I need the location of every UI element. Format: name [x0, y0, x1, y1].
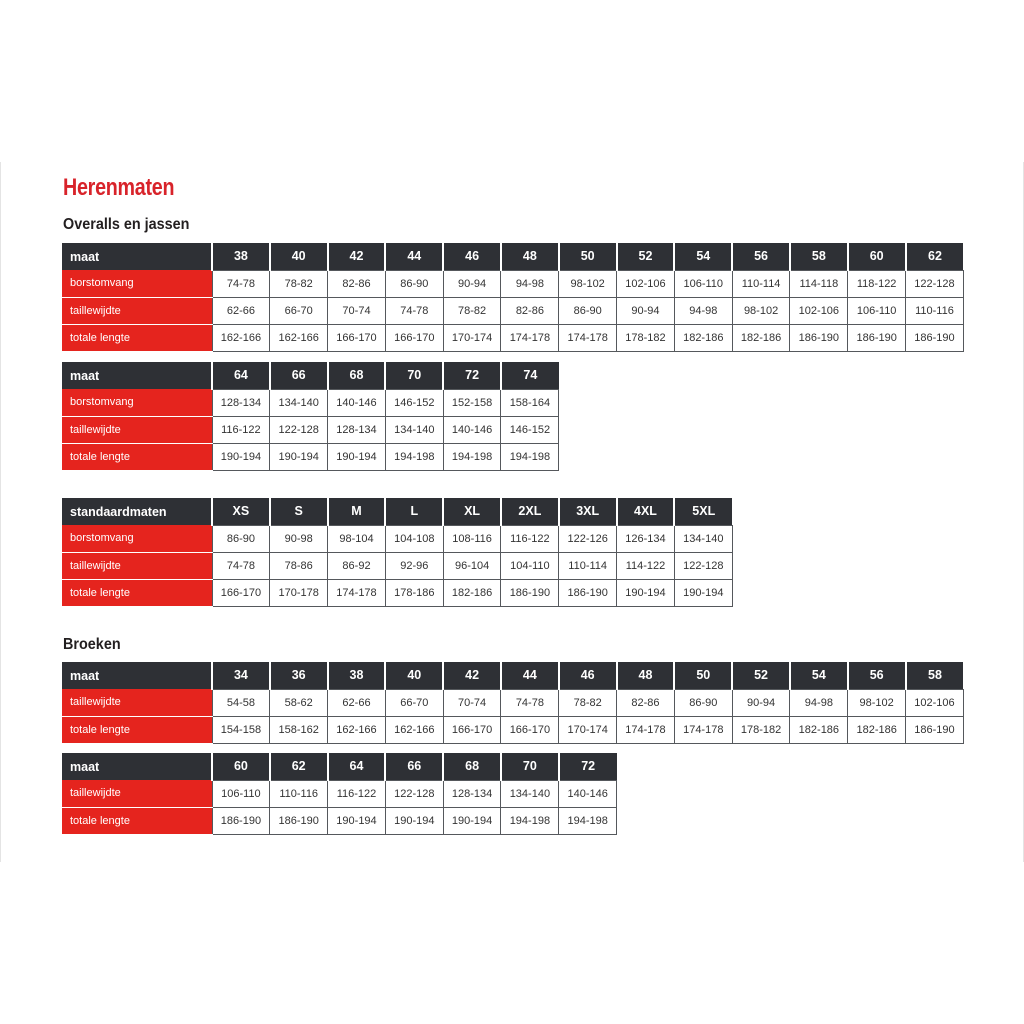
size-header: 72	[559, 753, 617, 780]
size-value: 194-198	[559, 807, 617, 834]
table-header-row	[62, 753, 617, 780]
size-header: 66	[385, 753, 443, 780]
size-value: 102-106	[906, 689, 964, 716]
size-value: 146-152	[385, 389, 443, 416]
size-value: 174-178	[617, 716, 675, 743]
size-header: 58	[906, 662, 964, 689]
size-value: 104-110	[501, 552, 559, 579]
size-header: 64	[212, 362, 270, 389]
size-value: 186-190	[212, 807, 270, 834]
table-row	[62, 297, 963, 324]
size-header: 38	[212, 243, 270, 270]
size-header: L	[385, 498, 443, 525]
size-value: 186-190	[906, 324, 964, 351]
size-value: 74-78	[501, 689, 559, 716]
page-title: Herenmaten	[63, 174, 175, 201]
size-value: 186-190	[501, 579, 559, 606]
size-value: 94-98	[790, 689, 848, 716]
size-value: 58-62	[270, 689, 328, 716]
size-header: 44	[501, 662, 559, 689]
size-value: 62-66	[328, 689, 386, 716]
size-header: 62	[270, 753, 328, 780]
size-value: 134-140	[501, 780, 559, 807]
header-label: standaardmaten	[62, 498, 212, 525]
table-row	[62, 807, 617, 834]
size-value: 134-140	[385, 416, 443, 443]
table-row	[62, 689, 963, 716]
size-value: 174-178	[501, 324, 559, 351]
size-header: 68	[328, 362, 386, 389]
size-value: 190-194	[212, 443, 270, 470]
row-label: borstomvang	[62, 270, 212, 297]
size-header: 72	[443, 362, 501, 389]
size-value: 92-96	[385, 552, 443, 579]
size-value: 146-152	[501, 416, 559, 443]
size-header: 70	[385, 362, 443, 389]
row-label: totale lengte	[62, 716, 212, 743]
row-label: totale lengte	[62, 807, 212, 834]
size-value: 122-128	[906, 270, 964, 297]
size-header: 50	[559, 243, 617, 270]
table-row	[62, 389, 559, 416]
size-value: 86-90	[385, 270, 443, 297]
size-value: 102-106	[617, 270, 675, 297]
row-label: totale lengte	[62, 443, 212, 470]
size-value: 190-194	[328, 443, 386, 470]
size-value: 74-78	[212, 552, 270, 579]
size-value: 166-170	[328, 324, 386, 351]
size-value: 174-178	[674, 716, 732, 743]
size-value: 82-86	[617, 689, 675, 716]
size-header: 60	[212, 753, 270, 780]
size-header: 52	[732, 662, 790, 689]
row-label: taillewijdte	[62, 297, 212, 324]
size-header: 34	[212, 662, 270, 689]
size-header: 68	[443, 753, 501, 780]
size-value: 190-194	[674, 579, 732, 606]
size-value: 122-128	[270, 416, 328, 443]
table-row	[62, 525, 732, 552]
size-table-broeken-1	[62, 662, 964, 744]
size-header: 54	[674, 243, 732, 270]
row-label: borstomvang	[62, 389, 212, 416]
size-value: 186-190	[848, 324, 906, 351]
size-value: 66-70	[270, 297, 328, 324]
size-value: 98-104	[328, 525, 386, 552]
size-value: 114-118	[790, 270, 848, 297]
size-value: 190-194	[328, 807, 386, 834]
size-value: 186-190	[270, 807, 328, 834]
table-row	[62, 579, 732, 606]
size-value: 94-98	[501, 270, 559, 297]
size-value: 110-114	[732, 270, 790, 297]
size-value: 110-116	[906, 297, 964, 324]
size-header: 66	[270, 362, 328, 389]
size-value: 104-108	[385, 525, 443, 552]
size-value: 178-182	[617, 324, 675, 351]
size-value: 174-178	[328, 579, 386, 606]
table-row	[62, 324, 963, 351]
size-value: 102-106	[790, 297, 848, 324]
size-header: 44	[385, 243, 443, 270]
size-value: 158-164	[501, 389, 559, 416]
size-header: M	[328, 498, 386, 525]
size-value: 78-86	[270, 552, 328, 579]
size-table-overalls-2	[62, 362, 559, 471]
size-header: 48	[501, 243, 559, 270]
size-value: 162-166	[212, 324, 270, 351]
size-header: 56	[848, 662, 906, 689]
size-value: 82-86	[501, 297, 559, 324]
size-value: 194-198	[501, 807, 559, 834]
row-label: totale lengte	[62, 324, 212, 351]
size-value: 158-162	[270, 716, 328, 743]
size-value: 162-166	[328, 716, 386, 743]
table-row	[62, 270, 963, 297]
size-value: 186-190	[559, 579, 617, 606]
size-value: 154-158	[212, 716, 270, 743]
size-value: 90-94	[732, 689, 790, 716]
size-header: 42	[328, 243, 386, 270]
size-value: 82-86	[328, 270, 386, 297]
size-header: 62	[906, 243, 964, 270]
size-header: 52	[617, 243, 675, 270]
size-value: 78-82	[270, 270, 328, 297]
size-header: 46	[559, 662, 617, 689]
size-value: 74-78	[212, 270, 270, 297]
size-header: 54	[790, 662, 848, 689]
size-value: 114-122	[617, 552, 675, 579]
size-value: 194-198	[443, 443, 501, 470]
size-value: 90-98	[270, 525, 328, 552]
size-value: 98-102	[848, 689, 906, 716]
size-value: 190-194	[443, 807, 501, 834]
size-value: 90-94	[617, 297, 675, 324]
size-value: 134-140	[674, 525, 732, 552]
size-value: 108-116	[443, 525, 501, 552]
table-row	[62, 552, 732, 579]
size-value: 190-194	[385, 807, 443, 834]
size-value: 116-122	[328, 780, 386, 807]
size-value: 110-114	[559, 552, 617, 579]
size-value: 152-158	[443, 389, 501, 416]
size-value: 86-90	[674, 689, 732, 716]
table-header-row	[62, 662, 963, 689]
header-label: maat	[62, 243, 212, 270]
size-value: 94-98	[674, 297, 732, 324]
row-label: totale lengte	[62, 579, 212, 606]
size-value: 178-186	[385, 579, 443, 606]
header-label: maat	[62, 662, 212, 689]
size-header: 64	[328, 753, 386, 780]
size-value: 122-128	[385, 780, 443, 807]
size-header: 58	[790, 243, 848, 270]
table-header-row	[62, 498, 732, 525]
size-value: 178-182	[732, 716, 790, 743]
size-value: 118-122	[848, 270, 906, 297]
size-header: 5XL	[674, 498, 732, 525]
size-header: XL	[443, 498, 501, 525]
size-value: 122-128	[674, 552, 732, 579]
size-value: 90-94	[443, 270, 501, 297]
size-header: XS	[212, 498, 270, 525]
size-header: 3XL	[559, 498, 617, 525]
size-header: 40	[270, 243, 328, 270]
table-header-row	[62, 243, 963, 270]
size-header: S	[270, 498, 328, 525]
row-label: borstomvang	[62, 525, 212, 552]
row-label: taillewijdte	[62, 552, 212, 579]
size-value: 170-174	[443, 324, 501, 351]
size-value: 182-186	[848, 716, 906, 743]
header-label: maat	[62, 753, 212, 780]
size-value: 70-74	[328, 297, 386, 324]
size-value: 74-78	[385, 297, 443, 324]
size-value: 166-170	[212, 579, 270, 606]
size-value: 110-116	[270, 780, 328, 807]
size-value: 134-140	[270, 389, 328, 416]
size-header: 40	[385, 662, 443, 689]
size-value: 128-134	[443, 780, 501, 807]
row-label: taillewijdte	[62, 689, 212, 716]
size-value: 106-110	[674, 270, 732, 297]
size-value: 86-92	[328, 552, 386, 579]
size-value: 182-186	[732, 324, 790, 351]
size-header: 42	[443, 662, 501, 689]
table-row	[62, 416, 559, 443]
size-header: 56	[732, 243, 790, 270]
size-value: 194-198	[501, 443, 559, 470]
size-value: 162-166	[385, 716, 443, 743]
size-value: 162-166	[270, 324, 328, 351]
size-value: 186-190	[906, 716, 964, 743]
size-value: 86-90	[559, 297, 617, 324]
size-value: 78-82	[443, 297, 501, 324]
size-value: 86-90	[212, 525, 270, 552]
size-value: 78-82	[559, 689, 617, 716]
size-value: 170-178	[270, 579, 328, 606]
size-header: 60	[848, 243, 906, 270]
size-value: 166-170	[443, 716, 501, 743]
row-label: taillewijdte	[62, 780, 212, 807]
size-table-standard	[62, 498, 733, 607]
size-value: 126-134	[617, 525, 675, 552]
size-header: 46	[443, 243, 501, 270]
size-value: 174-178	[559, 324, 617, 351]
table-row	[62, 716, 963, 743]
section-title-overalls: Overalls en jassen	[63, 216, 190, 233]
size-header: 74	[501, 362, 559, 389]
size-value: 140-146	[443, 416, 501, 443]
size-value: 182-186	[674, 324, 732, 351]
size-header: 70	[501, 753, 559, 780]
size-table-broeken-2	[62, 753, 617, 835]
size-header: 48	[617, 662, 675, 689]
size-value: 140-146	[328, 389, 386, 416]
size-value: 116-122	[212, 416, 270, 443]
size-header: 38	[328, 662, 386, 689]
size-value: 122-126	[559, 525, 617, 552]
size-value: 140-146	[559, 780, 617, 807]
size-value: 170-174	[559, 716, 617, 743]
size-value: 128-134	[328, 416, 386, 443]
size-value: 62-66	[212, 297, 270, 324]
size-value: 190-194	[270, 443, 328, 470]
table-row	[62, 780, 617, 807]
size-value: 116-122	[501, 525, 559, 552]
row-label: taillewijdte	[62, 416, 212, 443]
size-value: 128-134	[212, 389, 270, 416]
size-value: 182-186	[443, 579, 501, 606]
size-value: 54-58	[212, 689, 270, 716]
size-value: 106-110	[848, 297, 906, 324]
size-header: 4XL	[617, 498, 675, 525]
size-header: 50	[674, 662, 732, 689]
size-value: 66-70	[385, 689, 443, 716]
size-value: 98-102	[732, 297, 790, 324]
size-value: 186-190	[790, 324, 848, 351]
size-header: 2XL	[501, 498, 559, 525]
table-row	[62, 443, 559, 470]
size-value: 166-170	[501, 716, 559, 743]
table-header-row	[62, 362, 559, 389]
section-title-broeken: Broeken	[63, 636, 121, 653]
size-value: 70-74	[443, 689, 501, 716]
header-label: maat	[62, 362, 212, 389]
size-value: 190-194	[617, 579, 675, 606]
size-table-overalls-1	[62, 243, 964, 352]
size-value: 166-170	[385, 324, 443, 351]
size-header: 36	[270, 662, 328, 689]
size-value: 98-102	[559, 270, 617, 297]
size-value: 194-198	[385, 443, 443, 470]
size-value: 96-104	[443, 552, 501, 579]
size-value: 182-186	[790, 716, 848, 743]
size-value: 106-110	[212, 780, 270, 807]
